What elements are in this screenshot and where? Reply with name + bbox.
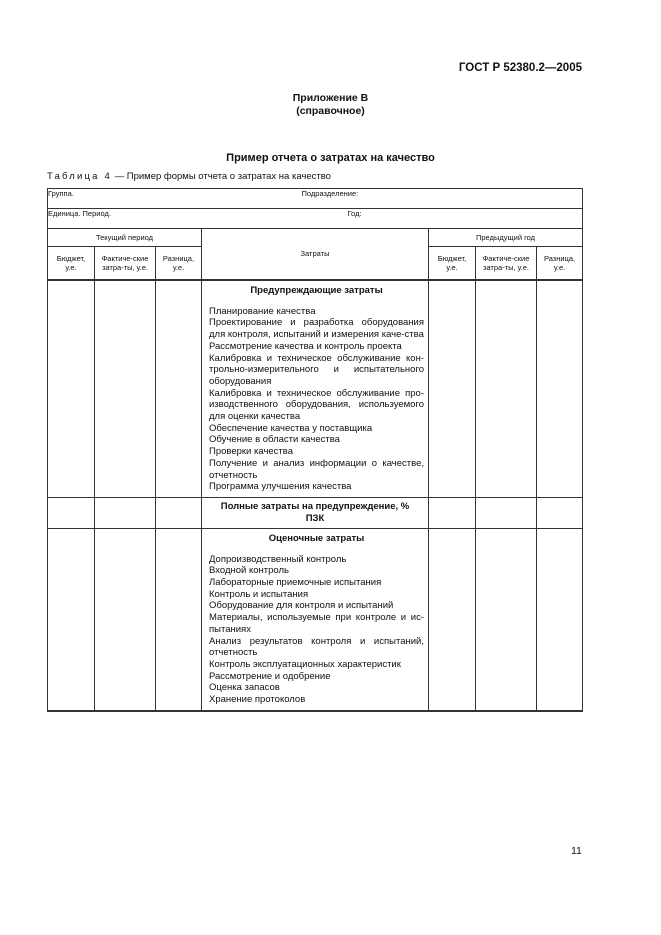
costs-column-header: Затраты: [202, 229, 429, 281]
list-item: Проектирование и разработка оборудования для контроля, испытаний и измерения каче-ства: [209, 317, 424, 341]
list-item: Контроль и испытания: [209, 588, 309, 600]
list-item: Калибровка и техническое обслуживание про-изводственного оборудования, используемого для оценки качества: [209, 387, 424, 423]
list-item: Калибровка и техническое обслуживание кон-трольно-измерительного и испытательного оборудования: [209, 352, 424, 387]
difference-header-current: Разница, у.е.: [156, 247, 202, 281]
list-item: Обучение в области качества: [209, 434, 340, 446]
current-period-header: Текущий период: [48, 229, 202, 247]
prevention-total-cell: [202, 497, 429, 528]
prevention-total-label: Полные затраты на предупреждение, %: [220, 500, 410, 512]
list-item: Контроль эксплуатационных характеристик: [209, 658, 401, 670]
group-label: Группа.: [48, 189, 74, 198]
unit-period-label: Единица. Период.: [48, 209, 111, 218]
annex-heading: [0, 92, 661, 118]
list-item: Получение и анализ информации о качестве, отчетность: [209, 457, 424, 481]
list-item: Допроизводственный контроль: [209, 553, 347, 565]
list-item: Рассмотрение качества и контроль проекта: [209, 340, 402, 352]
list-item: Хранение протоколов: [209, 694, 306, 706]
prevention-total-row: [48, 497, 583, 528]
year-label: Год:: [347, 209, 362, 218]
cost-report-table: [47, 188, 583, 712]
budget-header-previous: Бюджет, у.е.: [429, 247, 476, 281]
appraisal-costs-cell: [202, 528, 429, 710]
page-number: 11: [571, 845, 582, 857]
division-label: Подразделение:: [301, 189, 359, 198]
budget-header-current: Бюджет, у.е.: [48, 247, 95, 281]
prevention-total-abbr: ПЗК: [305, 512, 325, 524]
annex-title: Приложение В: [292, 92, 369, 104]
annex-note: (справочное): [296, 105, 365, 117]
list-item: Оценка запасов: [209, 682, 280, 694]
list-item: Лабораторные приемочные испытания: [209, 577, 382, 589]
previous-year-header: Предыдущий год: [429, 229, 583, 247]
appraisal-costs-row: [48, 528, 583, 710]
prevention-costs-row: [48, 280, 583, 497]
table-caption-text: — Пример формы отчета о затратах на качество: [111, 171, 331, 182]
list-item: Проверки качества: [209, 446, 294, 458]
difference-header-previous: Разница, у.е.: [537, 247, 583, 281]
list-item: Планирование качества: [209, 305, 316, 317]
prevention-costs-cell: [202, 280, 429, 497]
list-item: Анализ результатов контроля и испытаний, отчетность: [209, 635, 424, 659]
list-item: Программа улучшения качества: [209, 481, 352, 493]
table-caption: [47, 171, 331, 182]
actual-header-previous: Фактиче-ские затра-ты, у.е.: [476, 247, 537, 281]
table-caption-prefix: Таблица 4: [47, 171, 112, 182]
group-row: [48, 189, 583, 209]
period-row: [48, 209, 583, 229]
list-item: Материалы, используемые при контроле и ис-пытаниях: [209, 612, 424, 635]
prevention-costs-title: Предупреждающие затраты: [250, 285, 383, 296]
list-item: Оборудование для контроля и испытаний: [209, 600, 394, 612]
list-item: Обеспечение качества у поставщика: [209, 422, 373, 434]
actual-header-current: Фактиче-ские затра-ты, у.е.: [95, 247, 156, 281]
standard-designation: ГОСТ Р 52380.2—2005: [458, 62, 582, 74]
appraisal-costs-title: Оценочные затраты: [268, 532, 365, 544]
section-title: Пример отчета о затратах на качество: [226, 152, 435, 164]
list-item: Рассмотрение и одобрение: [209, 670, 331, 682]
period-header-row: [48, 229, 583, 247]
list-item: Входной контроль: [209, 565, 289, 577]
